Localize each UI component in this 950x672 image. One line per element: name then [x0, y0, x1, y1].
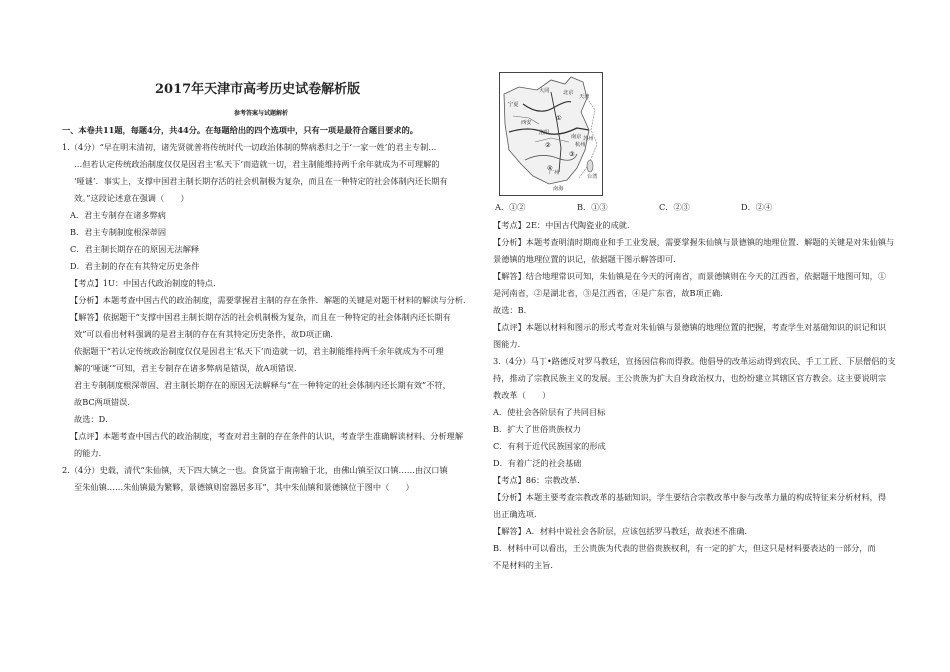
map-label-0: 宁夏	[508, 102, 519, 108]
left-lines-13: 解的‘哑谜’”可知，君主专制存在诸多弊病是错误，故A项错误．	[74, 363, 303, 373]
right-lines-9: 持，推动了宗教民族主义的发展。王公贵族为扩大自身政治权力，也纷纷建立其辖区官方教会。这主要说明宗	[493, 373, 887, 383]
right-lines-3: 【解答】结合地理常识可知，朱仙镇是在今天的河南省，而景德镇则在今天的江西省，依据题干地图可知，①	[493, 271, 887, 281]
right-lines-4: 是河南省，②是湖北省，③是江西省，④是广东省，故B项正确．	[493, 288, 729, 298]
q2-option-b: B．①③	[577, 202, 608, 212]
left-lines-16: 故选：D．	[74, 414, 114, 424]
right-lines-11: A．使社会各阶层有了共同目标	[493, 407, 606, 417]
left-lines-7: D．君主制的存在有其特定历史条件	[70, 261, 200, 271]
left-lines-14: 君主专制制度根深蒂固、君主制长期存在的原因无法解释与“在一种特定的社会体制内还长期有效”不符，	[74, 380, 451, 390]
left-lines-11: 效”可以看出材料强调的是君主制的存在有其特定历史条件，故D项正确．	[74, 329, 339, 339]
section-heading: 一、本卷共11题，每题4分，共44分。在每题给出的四个选项中，只有一项是最符合题目要求的。	[62, 125, 418, 135]
q2-option-c: C．②③	[659, 202, 690, 212]
map-marker-4: ④	[547, 165, 553, 172]
right-lines-10: 教改革（ ）	[493, 390, 551, 400]
left-lines-20: 至朱仙镇……朱仙镇最为繁夥，景德镇则窑器居多耳”，其中朱仙镇和景德镇位于图中（ ）	[74, 482, 414, 492]
left-lines-4: A．君主专制存在诸多弊病	[70, 210, 166, 220]
right-lines-5: 故选：B．	[493, 305, 532, 315]
left-lines-12: 依据题干“若认定传统政治制度仅仅是因君主‘私天下’而造就一切，君主制能维持两千余年就成为不可理	[74, 346, 444, 356]
left-lines-0: 1.（4分）“早在明末清初，诸先贤就普将传统时代一切政治体制的弊病悉归之于‘一家一姓’的君主专制…	[62, 142, 437, 152]
document-title: 2017年天津市高考历史试卷解析版	[155, 82, 361, 97]
map-marker-1: ①	[556, 115, 562, 122]
left-lines-19: 2.（4分）史载，清代“朱仙镇，天下四大镇之一也。食货富于南南输于北，由佛山镇至汉口镇……由汉口镇	[62, 465, 448, 475]
map-label-1: 大同	[539, 88, 550, 94]
q2-option-d: D．②④	[741, 202, 773, 212]
right-lines-19: B．材料中可以看出，王公贵族为代表的世俗贵族权利，有一定的扩大，但这只是材料要表达的一部分，而	[493, 543, 876, 553]
map-marker-2: ②	[545, 142, 551, 149]
right-lines-15: 【考点】86：宗教改革．	[493, 475, 586, 485]
map-label-4: 西安	[521, 120, 532, 126]
map-label-11: 南海	[553, 186, 564, 192]
map-label-2: 北京	[563, 90, 574, 96]
right-lines-0: 【考点】2E：中国古代陶瓷业的成就．	[493, 220, 636, 230]
map-marker-3: ③	[569, 151, 575, 158]
left-lines-3: 效。”这段论述意在强调（ ）	[74, 193, 189, 203]
right-lines-2: 景德镇的地理位置的识记，依据题干图示解答即可．	[493, 254, 682, 264]
right-lines-20: 不是材料的主旨．	[493, 560, 559, 570]
right-lines-13: C．有利于近代民族国家的形成	[493, 441, 606, 451]
right-lines-1: 【分析】本题考查明清时期商业和手工业发展，需要掌握朱仙镇与景德镇的地理位置．解题的关键是对朱仙镇与	[493, 237, 895, 247]
right-lines-8: 3.（4分）马丁•路德反对罗马教廷，宣扬因信称而得救。他倡导的改革运动得到农民、手工工匠、下层僧侣的支	[493, 356, 896, 366]
left-lines-18: 的能力．	[74, 448, 107, 458]
left-lines-6: C．君主制长期存在的原因无法解释	[70, 244, 200, 254]
map-label-6: 杭州	[575, 142, 586, 148]
map-label-9: 台湾	[587, 174, 598, 180]
left-lines-10: 【解答】依据题干“支撑中国君主制长期存活的社会机制极为复杂，而且在一种特定的社会体制内还长期有	[70, 312, 451, 322]
left-lines-2: ‘哑谜’．事实上，支撑中国君主制长期存活的社会机制极为复杂，而且在一种特定的社会体制内还长期有	[74, 176, 448, 186]
left-lines-8: 【考点】1U：中国古代政治制度的特点．	[70, 278, 222, 288]
right-lines-12: B．扩大了世俗贵族权力	[493, 424, 581, 434]
document-subtitle: 参考答案与试题解析	[234, 110, 289, 117]
right-lines-17: 出正确选项．	[493, 509, 543, 519]
right-lines-18: 【解答】A．材料中说社会各阶层，应该包括罗马教廷，故表述不准确．	[493, 526, 753, 536]
map-label-8: 苏州	[583, 136, 594, 142]
left-lines-15: 故BC两项错误．	[74, 397, 136, 407]
map-label-3: 天津	[579, 94, 590, 100]
right-lines-6: 【点评】本题以材料和图示的形式考查对朱仙镇与景德镇的地理位置的把握，考查学生对基础知识的识记和识	[493, 322, 887, 332]
right-text-block	[493, 217, 896, 574]
china-map-figure	[499, 72, 603, 196]
left-lines-5: B．君主专制制度根深蒂固	[70, 227, 167, 237]
left-lines-17: 【点评】本题考查中国古代的政治制度，考查对君主制的存在条件的认识，考查学生准确解读材料、分析理解	[70, 431, 464, 441]
map-label-7: 南京	[571, 134, 582, 140]
left-lines-9: 【分析】本题考查中国古代的政治制度，需要掌握君主制的存在条件．解题的关键是对题干材料的解读与分析．	[70, 295, 472, 305]
right-column	[493, 217, 896, 574]
map-label-5: 洛阳	[539, 130, 550, 136]
right-lines-14: D．有着广泛的社会基础	[493, 458, 582, 468]
left-lines-1: …但若认定传统政治制度仅仅是因君主‘私天下’而造就一切，君主制能维持两千余年就成为不可理解的	[74, 159, 440, 169]
q2-option-a: A．①②	[495, 202, 526, 212]
right-lines-7: 图能力．	[493, 339, 526, 349]
map-label-10: 广州	[549, 170, 560, 176]
right-lines-16: 【分析】本题主要考查宗教改革的基础知识，学生要结合宗教改革中参与改革力量的构成特征来分析材料，得	[493, 492, 887, 502]
left-column	[62, 122, 474, 496]
left-text-block	[62, 139, 474, 496]
